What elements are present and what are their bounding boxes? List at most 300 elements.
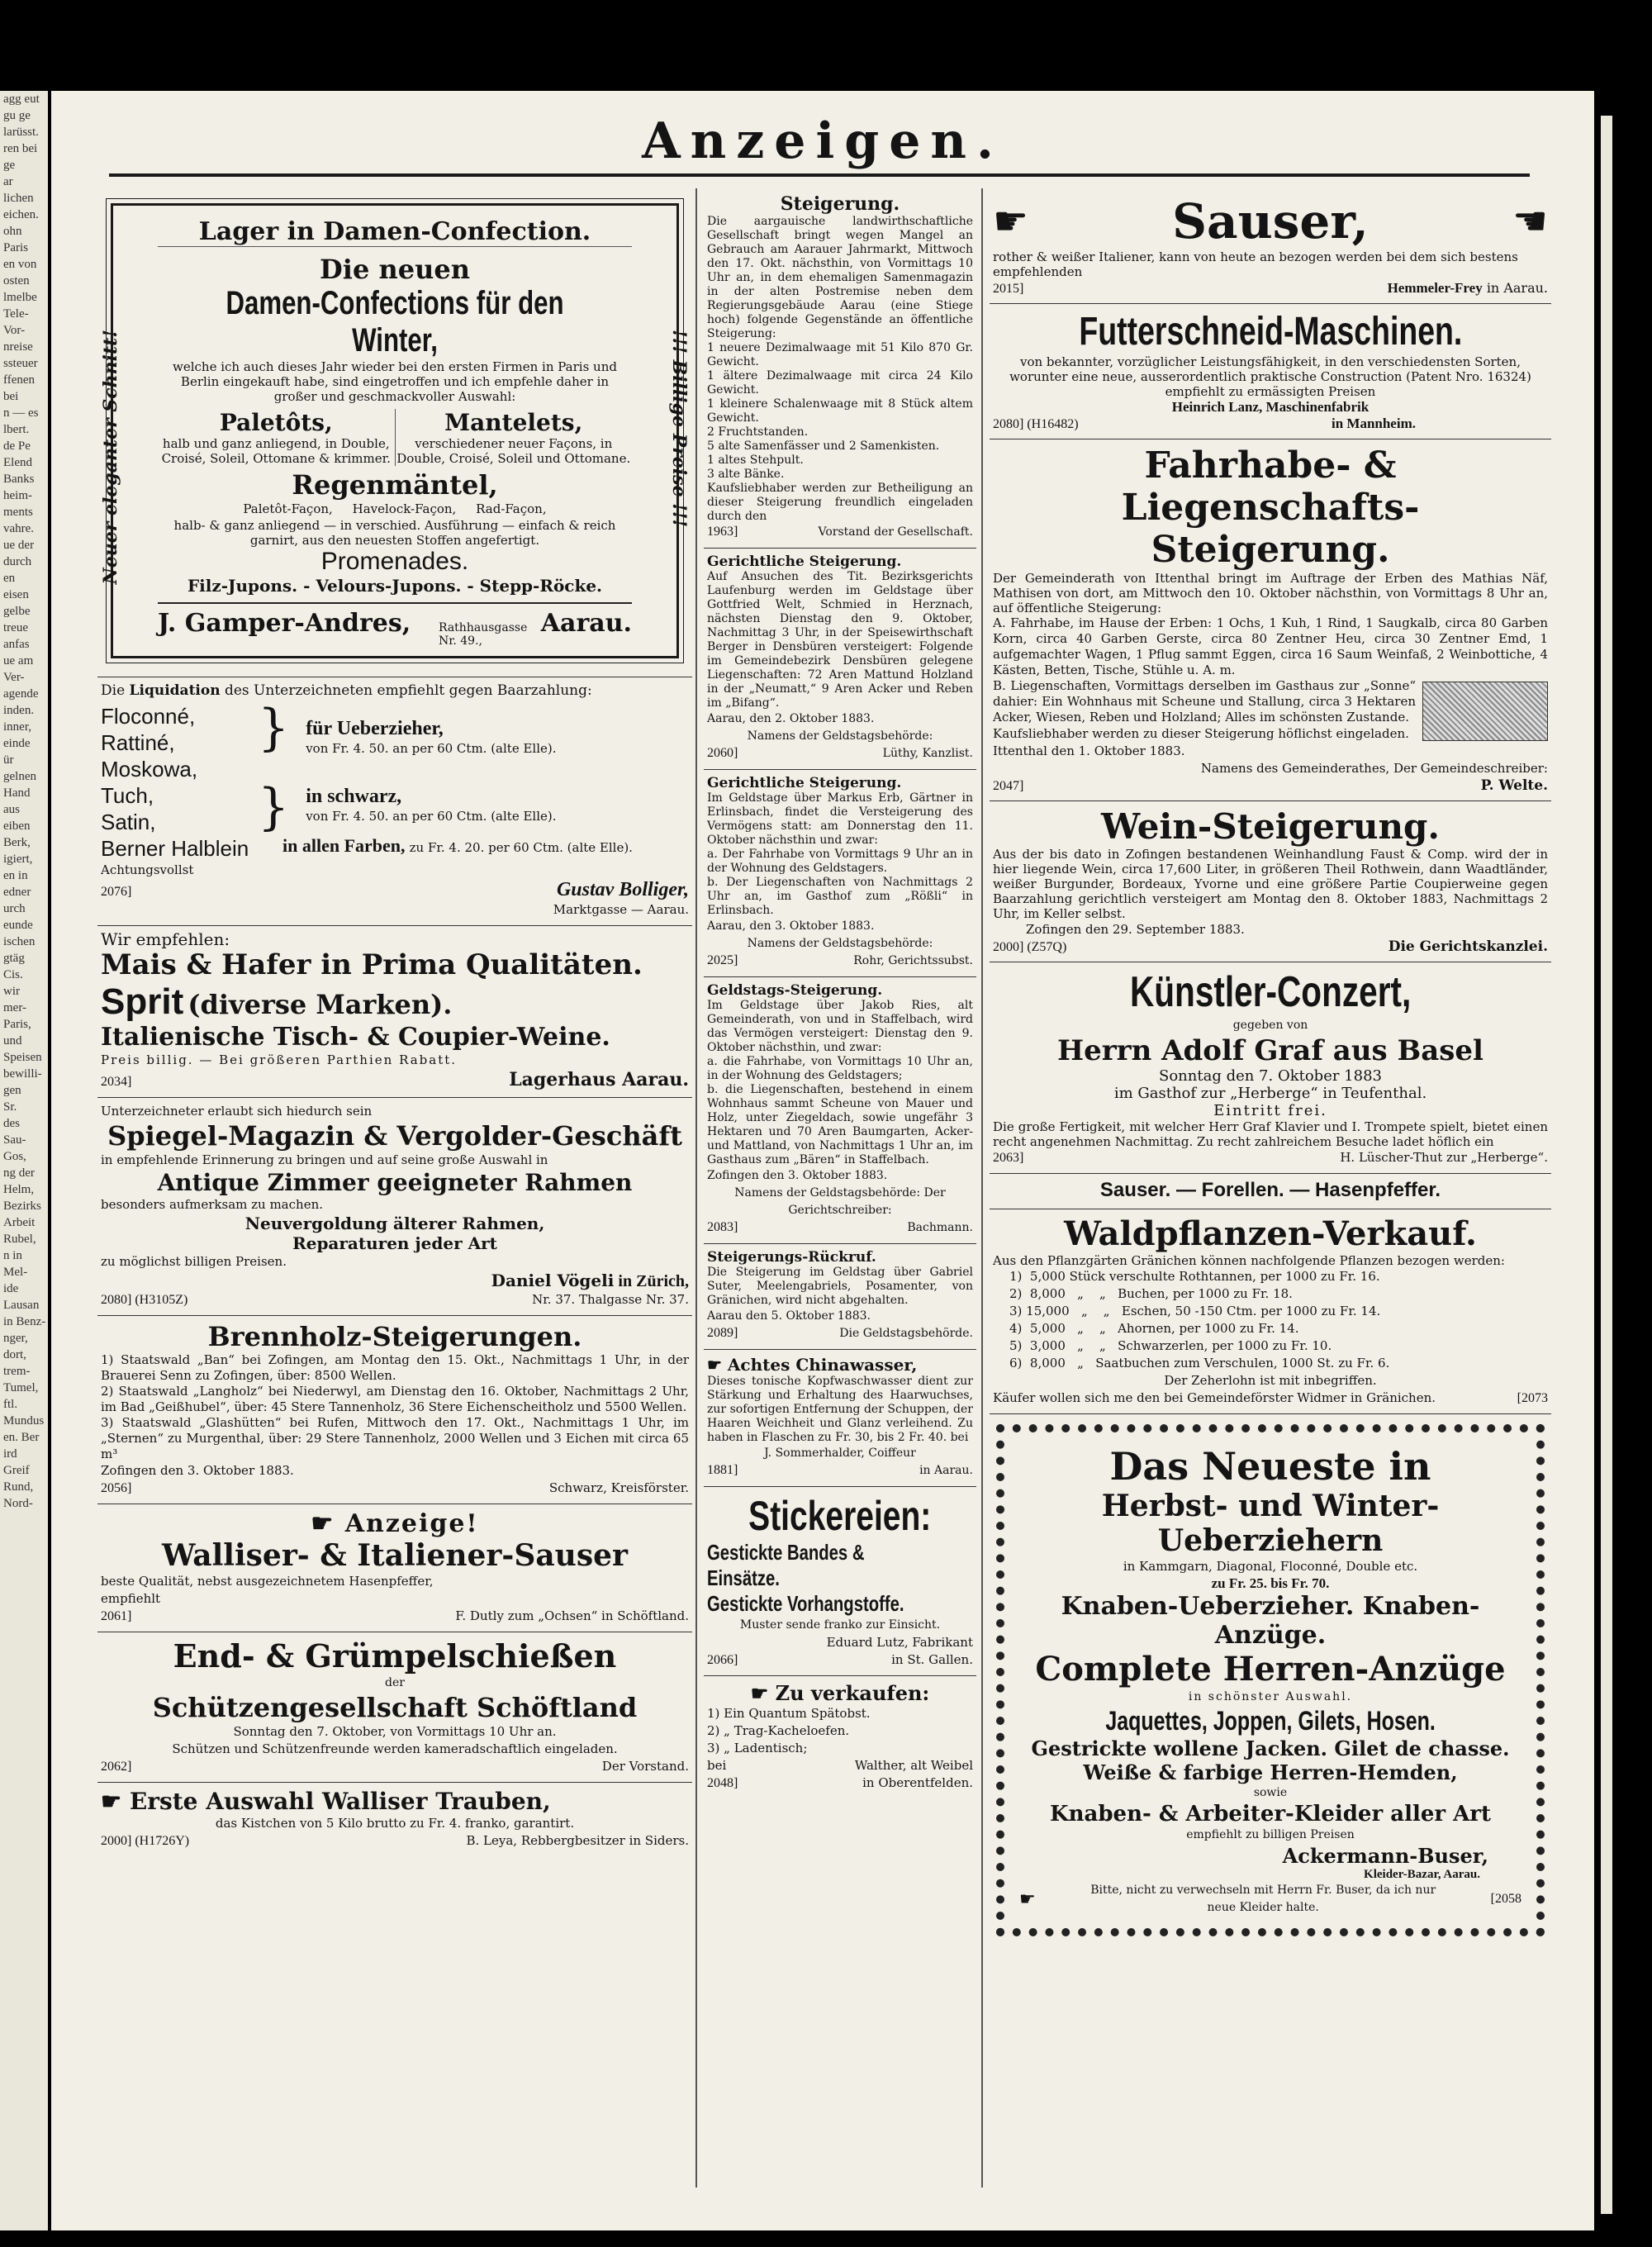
byline: Namens der Geldstagsbehörde: (747, 937, 933, 950)
ad-text: Jaquettes, Joppen, Gilets, Hosen. (1105, 1706, 1436, 1736)
strip-fragment: vahre. (3, 522, 35, 535)
confection-top: Lager in Damen-Confection. (158, 217, 632, 247)
signature: Heinrich Lanz, Maschinenfabrik (1171, 399, 1370, 415)
strip-fragment: ue am (3, 654, 34, 667)
signature: Schwarz, Kreisförster. (548, 1480, 689, 1495)
date: Ittenthal den 1. Oktober 1883. (993, 743, 1185, 758)
ad-title: Geldstags-Steigerung. (707, 982, 883, 999)
ad-text: b. die Liegenschaften, bestehend in einem Wohnhaus sammt Scheune von Mauer und Holz, unter Ziegeldach, sowie ungefähr 3 Hektaren und 70 Aren Baumgarten, Acker- und Mattland, von Nachmittags 1 Uhr an, im Gasthaus zum „Bären“ in Staffelbach. (707, 1083, 973, 1166)
firm-name: J. Gamper-Andres, (158, 609, 411, 638)
strip-fragment: eiben (3, 819, 31, 833)
ad-text: Aus der bis dato in Zofingen bestandenen Weinhandlung Faust & Comp. wird der in hier liegende Wein, circa 17,600 Liter, in größeren Theil Rothwein, dann Waadtländer, weißer Burgunder, Bordeaux, Yvorne und eine größere Partie Coupierweine gegen Baarzahlung gerichtlich versteigert am Montag den 8. Oktober 1883, Nachmittags 2 Uhr, im Keller selbst. (993, 847, 1548, 921)
column-middle (704, 188, 976, 1798)
mais-intro: Wir empfehlen: (101, 929, 230, 949)
signature: Vorstand der Gesellschaft. (818, 525, 973, 539)
strip-fragment: Vor- (3, 324, 26, 337)
pointing-hand-icon: ☛ (101, 1788, 122, 1815)
strip-fragment: agg eut (3, 93, 40, 106)
strip-fragment: Rubel, (3, 1233, 36, 1246)
strip-fragment: en von (3, 258, 37, 271)
ad-number: 1963] (707, 525, 738, 539)
ad-text: Gestrickte wollene Jacken. Gilet de chasse. (1031, 1736, 1510, 1760)
spiegel-text: in empfehlende Erinnerung zu bringen und auf seine große Auswahl in (101, 1152, 548, 1167)
ad-number: 2089] (707, 1326, 738, 1340)
ad-steigerungs-rueckruf (704, 1244, 976, 1350)
strip-fragment: inner, (3, 720, 31, 734)
column-right (990, 188, 1551, 1948)
ad-number: 2000] (H1726Y) (101, 1834, 190, 1848)
ad-zu-verkaufen (704, 1676, 976, 1798)
confection-intro: welche ich auch dieses Jahr wieder bei den ersten Firmen in Paris und Berlin eingekauft habe, sind eingetroffen und ich empfehle daher in großer und geschmackvoller Auswahl: (173, 359, 617, 404)
ad-text: zu Fr. 25. bis Fr. 70. (1211, 1575, 1330, 1591)
date: Zofingen den 3. Oktober 1883. (101, 1463, 294, 1478)
ad-text: Bitte, nicht zu verwechseln mit Herrn Fr. Buser, da ich nur neue Kleider halte. (1090, 1884, 1436, 1914)
signature: Die Geldstagsbehörde. (839, 1327, 973, 1340)
strip-fragment: lbert. (3, 423, 30, 436)
pointing-hand-left-icon: ☚ (1512, 198, 1548, 245)
ad-text: Aus den Pflanzgärten Gränichen können nachfolgende Pflanzen bezogen werden: (993, 1253, 1505, 1268)
strip-fragment: Tumel, (3, 1381, 39, 1394)
list-item: 2) 8,000 „ „ Buchen, per 1000 zu Fr. 18. (1009, 1286, 1293, 1301)
list-item: 3) „ Ladentisch; (707, 1741, 808, 1755)
strip-fragment: en. Ber (3, 1431, 40, 1444)
ad-number: 2061] (101, 1609, 132, 1623)
ad-number: 2066] (707, 1653, 738, 1667)
strip-fragment: Sau- (3, 1133, 26, 1147)
ad-brennholz (97, 1316, 692, 1504)
pointing-hand-icon: ☛ (311, 1509, 335, 1538)
schiessen-title: End- & Grümpelschießen (173, 1637, 617, 1675)
group3-price: zu Fr. 4. 20. per 60 Ctm. (alte Elle). (409, 840, 633, 855)
confection-line1: Die neuen (320, 254, 470, 285)
signature: B. Leya, Rebbergbesitzer in Siders. (466, 1833, 689, 1848)
signature-city: in St. Gallen. (891, 1652, 973, 1667)
strip-fragment: Cis. (3, 968, 23, 981)
strip-fragment: Greif (3, 1464, 30, 1477)
ad-number: 2062] (101, 1760, 132, 1774)
ad-liquidation: Die Liquidation des Unterzeichneten empfiehlt gegen Baarzahlung: Floconné, Rattiné, Moskowa, } für Ueberzieher, von Fr. 4. 50. an per 60 Ctm. (alte Elle). Tuch, Satin, } in schwarz, von Fr. 4. 50. an per 60 Ctm. (alte Elle). Berner Halblein in allen Farben, zu Fr. 4. 20. per 60 Ctm. (alte Elle). Achtungsvollst 2076] Gustav Bolliger, Marktgasse — Aarau. (97, 677, 692, 926)
right-edge-strip (1601, 116, 1612, 2214)
ad-number: 2080] (H3105Z) (101, 1293, 188, 1307)
ad-number: 2056] (101, 1481, 132, 1495)
strip-fragment: und (3, 1034, 22, 1047)
ad-text: von bekannter, vorzüglicher Leistungsfähigkeit, in den verschiedensten Sorten, worunter eine neue, ausserordentlich praktische Construction (Patent Nro. 16324) empfiehlt zu ermässigten Preisen (1009, 354, 1531, 399)
schiessen-text: Schützen und Schützenfreunde werden kameradschaftlich eingeladen. (172, 1741, 618, 1756)
brennholz-item: 1) Staatswald „Ban“ bei Zofingen, am Montag den 15. Okt., Nachmittags 1 Uhr, in der Brauerei Senn zu Zofingen, über: 8500 Wellen. (101, 1352, 689, 1383)
ad-text: rother & weißer Italiener, kann von heute an bezogen werden bei dem sich bestens empfehlenden (993, 249, 1518, 279)
signature-city: in Zürich, (618, 1272, 689, 1290)
list-item: 1) Ein Quantum Spätobst. (707, 1706, 871, 1721)
ad-text: Die Steigerung im Geldstag über Gabriel Suter, Meelengabriels, Posamenter, von Gränichen, wird nicht abgehalten. (707, 1266, 973, 1307)
signature: Gustav Bolliger, (556, 879, 689, 900)
ad-stickereien (704, 1487, 976, 1676)
strip-fragment: eisen (3, 588, 29, 601)
strip-fragment: eunde (3, 919, 33, 932)
signature-city: in Oberentfelden. (862, 1775, 973, 1790)
strip-fragment: gen (3, 1084, 21, 1097)
strip-fragment: treue (3, 621, 28, 634)
pointing-hand-icon: ☛ (707, 1355, 722, 1375)
confection-bottom: Filz-Jupons. - Velours-Jupons. - Stepp-Röcke. (187, 576, 603, 596)
ad-steigerung-gesellschaft (704, 188, 976, 549)
strip-fragment: ng der (3, 1166, 35, 1180)
strip-fragment: ird (3, 1447, 17, 1461)
strip-fragment: durch (3, 555, 32, 568)
strip-fragment: larüsst. (3, 126, 39, 139)
farmhouse-illustration (1422, 682, 1548, 741)
newspaper-page (51, 91, 1594, 2230)
strip-fragment: anfas (3, 638, 30, 651)
strip-fragment: Mundus (3, 1414, 45, 1428)
signature: H. Lüscher-Thut zur „Herberge“. (1340, 1150, 1548, 1165)
ad-futterschneid (990, 304, 1551, 439)
mais-line4: Preis billig. — Bei größeren Parthien Rabatt. (101, 1052, 458, 1067)
header-rule (109, 173, 1530, 177)
ad-title: Wein-Steigerung. (1100, 806, 1441, 847)
ad-text: Knaben- & Arbeiter-Kleider aller Art (1050, 1802, 1491, 1827)
ad-title: Waldpflanzen-Verkauf. (1064, 1214, 1477, 1253)
date: Aarau den 5. Oktober 1883. (707, 1309, 871, 1323)
sprit-note: (diverse Marken). (188, 989, 453, 1020)
ad-title: Künstler-Conzert, (1129, 968, 1412, 1016)
signature: Eduard Lutz, Fabrikant (826, 1635, 973, 1650)
strip-fragment: ohn (3, 225, 22, 238)
ad-neueste-ueberzieher (990, 1414, 1551, 1948)
byline: Namens der Geldstagsbehörde: Der Gerichtschreiber: (734, 1186, 946, 1217)
liquidation-intro-c: des Unterzeichneten empfiehlt gegen Baarzahlung: (224, 682, 592, 699)
strip-fragment: eichen. (3, 208, 39, 221)
strip-fragment: lichen (3, 192, 34, 205)
brennholz-item: 3) Staatswald „Glashütten“ bei Rufen, Mittwoch den 17. Okt., Nachmittags 1 Uhr, im „Sternen“ zu Murgenthal, über: 29 Stere Tannenholz, 2000 Wellen und 3 Eichen mit circa 65 m³ (101, 1415, 689, 1461)
ad-schiessen (97, 1632, 692, 1783)
signature-city: in Aarau. (1486, 280, 1548, 296)
fabric-name: Rattiné, (101, 730, 175, 755)
strip-fragment: ischen (3, 935, 36, 948)
brennholz-item: 2) Staatswald „Langholz“ bei Niederwyl, am Dienstag den 16. Oktober, Nachmittags 2 Uhr, im Bad „Geißhubel“, über: 45 Stere Tannenholz, 36 Stere Eichenscheitholz und 5500 Wellen. (101, 1384, 689, 1414)
decorative-border (996, 1424, 1545, 1936)
column-left (97, 188, 692, 1856)
ad-text: Muster sende franko zur Einsicht. (739, 1618, 941, 1632)
ad-text: b. Der Liegenschaften von Nachmittags 2 Uhr an, im Gasthof zum „Rößli“ in Erlinsbach. (707, 876, 973, 917)
pointing-hand-icon: ☛ (1019, 1888, 1036, 1910)
spiegel-text: Antique Zimmer geeigneter Rahmen (157, 1169, 633, 1196)
strip-fragment: ür (3, 753, 14, 767)
spiegel-text: Reparaturen jeder Art (292, 1233, 497, 1253)
liquidation-intro-a: Die (101, 682, 126, 699)
fabric-name: Satin, (101, 810, 156, 834)
date: Aarau, den 3. Oktober 1883. (707, 919, 875, 933)
ad-number: 2015] (993, 282, 1024, 296)
strip-fragment: mer- (3, 1001, 27, 1014)
strip-fragment: ar (3, 175, 13, 188)
date: Zofingen den 3. Oktober 1883. (707, 1169, 888, 1182)
sprit: Sprit (101, 981, 184, 1022)
ad-number: 2076] (101, 885, 132, 899)
signature: Ackermann-Buser, (1282, 1844, 1488, 1868)
side-text-left: Neuer eleganter Schnitt! (100, 330, 121, 585)
ad-sauser (990, 188, 1551, 304)
pointing-hand-icon: ☛ (750, 1681, 769, 1705)
strip-fragment: des (3, 1117, 20, 1130)
ad-text: Gestickte Vorhangstoffe. (707, 1591, 904, 1616)
strip-fragment: ue der (3, 539, 35, 552)
column-divider (695, 188, 697, 2188)
list-item: 3) 15,000 „ „ Eschen, 50 -150 Ctm. per 1000 zu Fr. 14. (1009, 1304, 1381, 1318)
ad-sauser-forellen (990, 1174, 1551, 1209)
ad-title: Steigerung. (780, 193, 900, 215)
rain-heading: Regenmäntel, (292, 469, 498, 501)
walliser-text: beste Qualität, nebst ausgezeichnetem Hasenpfeffer, (101, 1574, 434, 1589)
ad-title: Herbst- und Winter-Ueberziehern (1101, 1489, 1440, 1558)
ad-text: Der Gemeinderath von Ittenthal bringt im Auftrage der Erben des Mathias Näf, Mathisen von dort, am Mittwoch den 10. Oktober nächsthin, von Vormittags 8 Uhr an, auf öffentliche Steigerung: (993, 571, 1548, 615)
strip-fragment: Lausan (3, 1299, 40, 1312)
strip-fragment: ments (3, 506, 33, 519)
ad-number: 2000] (Z57Q) (993, 940, 1067, 954)
ad-text: Der Zeherlohn ist mit inbegriffen. (1164, 1373, 1377, 1388)
signature: Rohr, Gerichtssubst. (853, 954, 973, 967)
firm-address: Rathhausgasse Nr. 49., (438, 621, 528, 648)
strip-fragment: Rund, (3, 1480, 34, 1494)
ad-text: Im Geldstage über Markus Erb, Gärtner in Erlinsbach, findet die Versteigerung des Vermögens statt: am Donnerstag den 11. Oktober nächsthin und zwar: (707, 791, 973, 847)
page-title: Anzeigen. (642, 112, 1004, 170)
ad-text: Die aargauische landwirthschaftliche Gesellschaft bringt wegen Mangel an Gebrauch am Aarauer Jahrmarkt, Mittwoch den 17. Okt. nächsthin, von Vormittags 10 Uhr an, in dem ehemaligen Samenmagazin in der alten Postremise neben dem Regierungsgebäude Aarau (eine Stiege hoch) folgende Gegenstände an öffentliche Steigerung: (707, 215, 973, 340)
strip-fragment: n — es (3, 406, 39, 420)
strip-fragment: ide (3, 1282, 19, 1295)
ad-kuenstler-conzert (990, 962, 1551, 1174)
ad-title: Gerichtliche Steigerung. (707, 775, 902, 791)
strip-fragment: inden. (3, 704, 35, 717)
address: Marktgasse — Aarau. (553, 902, 689, 917)
strip-fragment: Banks (3, 473, 35, 486)
firm-city: Aarau. (540, 609, 632, 638)
ad-gerichtliche-steigerung-1 (704, 549, 976, 770)
spiegel-title: Spiegel-Magazin & Vergolder-Geschäft (107, 1120, 682, 1152)
ad-text: bei (707, 1758, 727, 1773)
strip-fragment: Berk, (3, 836, 31, 849)
strip-fragment: Sr. (3, 1100, 17, 1114)
strip-fragment: Paris (3, 241, 28, 254)
ad-text: Kaufsliebhaber werden zur Betheiligung an dieser Steigerung freundlich eingeladen durch den (707, 482, 973, 523)
ad-text: Im Geldstage über Jakob Ries, alt Gemeinderath, von und in Staffelbach, wird das Vermögen versteigert: Dienstag den 9. Oktober nächsthin, und zwar: (707, 999, 973, 1054)
strip-fragment: aus (3, 803, 20, 816)
ad-wein-steigerung (990, 801, 1551, 962)
ad-number: 2060] (707, 746, 738, 760)
signature: P. Welte. (1480, 777, 1548, 794)
group3-title: in allen Farben, (282, 835, 406, 856)
strip-fragment: Bezirks (3, 1200, 41, 1213)
strip-fragment: nger, (3, 1332, 28, 1345)
ad-trauben (97, 1783, 692, 1856)
strip-fragment: nreise (3, 340, 33, 354)
strip-fragment: bei (3, 390, 19, 403)
strip-fragment: igiert, (3, 853, 33, 866)
ad-text: Auf Ansuchen des Tit. Bezirksgerichts Laufenburg werden im Geldstage über Gottfried Welt, Schmied in Herznach, nächsten Dienstag den 9. Oktober, Nachmittag 3 Uhr, in der Speisewirthschaft Berger in Densbüren versteigert: Folgende im Gemeindebezirk Densbüren gelegene Liegenschaften: 72 Aren Mattund Holzland in der „Neumatt,“ 9 Aren Acker und Reben im „Bifang“. (707, 570, 973, 710)
column-divider (981, 188, 983, 2188)
group2-title: in schwarz, (306, 786, 402, 807)
ad-text: Die große Fertigkeit, mit welcher Herr Graf Klavier und I. Trompete spielt, bietet einen recht angenehmen Nachmittag. Zu recht zahlreichem Besuche ladet höflich ein (993, 1119, 1548, 1149)
strip-fragment: dort, (3, 1348, 26, 1361)
address: Nr. 37. Thalgasse Nr. 37. (532, 1292, 689, 1307)
strip-fragment: Tele- (3, 307, 29, 321)
walliser-text: empfiehlt (101, 1591, 161, 1606)
ad-title: Das Neueste in (1109, 1444, 1431, 1489)
signature: J. Sommerhalder, Coiffeur (764, 1447, 916, 1460)
strip-fragment: gu ge (3, 109, 31, 122)
schiessen-text: Sonntag den 7. Oktober, von Vormittags 10 Uhr an. (233, 1724, 557, 1739)
signature: Der Vorstand. (601, 1759, 689, 1774)
signature-city: in Mannheim. (1331, 416, 1416, 431)
list-item: 3 alte Bänke. (707, 468, 785, 481)
ad-title: Achtes Chinawasser, (727, 1355, 918, 1375)
fabric-name: Tuch, (101, 783, 154, 808)
signature: Hemmeler-Frey (1387, 280, 1483, 296)
trauben-text: das Kistchen von 5 Kilo brutto zu Fr. 4. franko, garantirt. (215, 1816, 575, 1831)
signature-address: Kleider-Bazar, Aarau. (1364, 1868, 1480, 1881)
confection-line2: Damen-Confections für den Winter, (225, 285, 564, 359)
ad-number: 2083] (707, 1220, 738, 1234)
ad-text: a. die Fahrhabe, von Vormittags 10 Uhr an, in der Wohnung des Geldstagers; (707, 1055, 973, 1082)
ad-number: [2058 (1490, 1892, 1521, 1906)
signature: Lüthy, Kanzlist. (882, 747, 973, 760)
strip-fragment: gelnen (3, 770, 36, 783)
ad-title: Fahrhabe- & Liegenschafts- (1121, 444, 1420, 529)
ad-text: Dieses tonische Kopfwaschwasser dient zur Stärkung und Erhaltung des Haarwuchses, zur sofortigen Entfernung der Schuppen, der Haaren Weichheit und Glanz verleihend. Zu haben in Flaschen zu Fr. 30, bis 2 Fr. 40. bei (707, 1375, 973, 1444)
ad-number: [2073 (1517, 1391, 1548, 1405)
ad-chinawasser (704, 1350, 976, 1487)
ad-text: in Kammgarn, Diagonal, Floconné, Double etc. (1123, 1559, 1418, 1574)
strip-fragment: en in (3, 869, 28, 882)
strip-fragment: Paris, (3, 1018, 31, 1031)
ad-title: Zu verkaufen: (775, 1681, 930, 1705)
spiegel-intro: Unterzeichneter erlaubt sich hiedurch sein (101, 1104, 373, 1119)
confection-box (100, 203, 690, 658)
byline: Namens der Geldstagsbehörde: (747, 729, 933, 743)
ad-text: B. Liegenschaften, Vormittags derselben im Gasthaus zur „Sonne“ dahier: Ein Wohnhaus mit Scheune und Stallung, circa 3 Hektaren Acker, Wiesen, Reben und Holzland; Alles im schönsten Zustande. (993, 678, 1416, 724)
strip-fragment: Ver- (3, 671, 25, 684)
list-item: 5 alte Samenfässer und 2 Samenkisten. (707, 439, 940, 453)
ad-number: 2047] (993, 779, 1024, 793)
strip-fragment: urch (3, 902, 26, 915)
strip-fragment: bewilli- (3, 1067, 42, 1081)
trauben-title: Erste Auswahl Walliser Trauben, (129, 1788, 551, 1815)
ad-title: Sauser. — Forellen. — Hasenpfeffer. (1099, 1179, 1441, 1201)
ad-text: empfiehlt zu billigen Preisen (1186, 1828, 1355, 1841)
strip-fragment: gelbe (3, 605, 31, 618)
rain-types: Paletôt-Façon, Havelock-Façon, Rad-Façon, (243, 501, 547, 516)
list-item: 1 altes Stehpult. (707, 454, 804, 467)
ad-title: Stickereien: (748, 1493, 932, 1539)
ad-geldstags-steigerung (704, 977, 976, 1244)
strip-fragment: osten (3, 274, 30, 287)
strip-fragment: heim- (3, 489, 32, 502)
ad-title: Steigerung. (1151, 529, 1390, 571)
strip-fragment: wir (3, 985, 20, 998)
spiegel-text: zu möglichst billigen Preisen. (101, 1254, 287, 1269)
promenades: Promenades. (320, 548, 469, 575)
strip-fragment: ssteuer (3, 357, 38, 370)
strip-fragment: ren bei (3, 142, 38, 155)
strip-fragment: en (3, 572, 16, 585)
strip-fragment: n in (3, 1249, 22, 1262)
spiegel-text: Neuvergoldung älterer Rahmen, (244, 1214, 545, 1233)
ad-text: Gestickte Bandes & Einsätze. (707, 1540, 865, 1590)
signature: Bachmann. (907, 1221, 973, 1234)
brennholz-title: Brennholz-Steigerungen. (207, 1321, 582, 1352)
spiegel-text: besonders aufmerksam zu machen. (101, 1197, 323, 1212)
date: Zofingen den 29. September 1883. (1026, 922, 1245, 937)
strip-fragment: lmelbe (3, 291, 37, 304)
admission: Eintritt frei. (1213, 1102, 1327, 1119)
strip-fragment: Hand (3, 786, 31, 800)
list-item: 2 Fruchtstanden. (707, 425, 809, 439)
mantelets-text: verschiedener neuer Façons, in Double, Croisé, Soleil und Ottomane. (396, 436, 631, 466)
signature: F. Dutly zum „Ochsen“ in Schöftland. (455, 1608, 689, 1623)
venue: im Gasthof zur „Herberge“ in Teufenthal. (1113, 1085, 1427, 1102)
side-text-right: !!! Billige Preise !!! (668, 330, 690, 528)
group1-title: für Ueberzieher, (306, 718, 444, 739)
strip-fragment: Nord- (3, 1497, 33, 1510)
ad-walliser-sauser (97, 1504, 692, 1632)
strip-fragment: in Benz- (3, 1315, 46, 1328)
liquidation-word: Liquidation (129, 682, 221, 699)
fabric-name: Berner Halblein (101, 836, 249, 861)
strip-fragment: de Pe (3, 439, 31, 453)
list-item: 6) 8,000 „ Saatbuchen zum Verschulen, 1000 St. zu Fr. 6. (1009, 1356, 1390, 1371)
paletots-text: halb und ganz anliegend, in Double, Croisé, Soleil, Ottomane & krimmer. (161, 436, 391, 466)
ad-title: Sauser, (1172, 193, 1369, 249)
group1-price: von Fr. 4. 50. an per 60 Ctm. (alte Elle). (306, 741, 557, 756)
pointing-hand-icon: ☛ (993, 198, 1029, 245)
signature: Lagerhaus Aarau. (509, 1069, 689, 1090)
list-item: 1) 5,000 Stück verschulte Rothtannen, per 1000 zu Fr. 16. (1009, 1269, 1380, 1284)
strip-fragment: gtäg (3, 952, 25, 965)
ad-title: Steigerungs-Rückruf. (707, 1249, 876, 1266)
fabric-name: Floconné, (101, 704, 196, 729)
ad-text: Complete Herren-Anzüge (1035, 1650, 1506, 1689)
list-item: 1 neuere Dezimalwaage mit 51 Kilo 870 Gr. Gewicht. (707, 341, 973, 368)
mais-line1: Mais & Hafer in Prima Qualitäten. (101, 948, 643, 981)
ad-text: a. Der Fahrhabe von Vormittags 9 Uhr an in der Wohnung des Geldstagers. (707, 848, 973, 875)
schiessen-der: der (385, 1676, 405, 1689)
paletots-heading: Paletôts, (219, 409, 333, 436)
ad-waldpflanzen (990, 1209, 1551, 1414)
ad-title: Gerichtliche Steigerung. (707, 553, 902, 570)
ad-number: 2034] (101, 1075, 132, 1089)
ad-text: Käufer wollen sich me den bei Gemeindeförster Widmer in Gränichen. (993, 1390, 1436, 1405)
ad-text: gegeben von (1232, 1019, 1308, 1032)
fabric-name: Moskowa, (101, 757, 198, 781)
ad-spiegel-magazin (97, 1098, 692, 1316)
list-item: 2) „ Trag-Kacheloefen. (707, 1723, 850, 1738)
schiessen-title2: Schützengesellschaft Schöftland (152, 1692, 638, 1723)
strip-fragment: Helm, (3, 1183, 35, 1196)
strip-fragment: ftl. (3, 1398, 18, 1411)
ad-text: Weiße & farbige Herren-Hemden, (1083, 1760, 1458, 1784)
ad-number: 2080] (H16482) (993, 417, 1079, 431)
strip-fragment: Speisen (3, 1051, 42, 1064)
strip-fragment: Arbeit (3, 1216, 36, 1229)
strip-fragment: einde (3, 737, 31, 750)
ad-number: 2063] (993, 1151, 1024, 1165)
mais-line3: Italienische Tisch- & Coupier-Weine. (101, 1023, 610, 1052)
strip-fragment: Elend (3, 456, 32, 469)
ad-text: A. Fahrhabe, im Hause der Erben: 1 Ochs, 1 Kuh, 1 Rind, 1 Saugkalb, circa 80 Garben Korn, circa 40 Garben Gerste, circa 80 Zentner Heu, circa 30 Zentner Emd, 1 aufgemachter Wagen, 1 Pflug sammt Eggen, circa 16 Saum Weinfaß, 2 Weinbottiche, 4 Kästen, Betten, Tische, Stühle u. A. m. (993, 615, 1548, 677)
ad-text: in schönster Auswahl. (1188, 1690, 1353, 1703)
mantelets-heading: Mantelets, (444, 409, 583, 436)
ad-fahrhabe-steigerung (990, 439, 1551, 801)
performer-name: Herrn Adolf Graf aus Basel (1057, 1034, 1483, 1067)
group2-price: von Fr. 4. 50. an per 60 Ctm. (alte Elle). (306, 809, 557, 824)
